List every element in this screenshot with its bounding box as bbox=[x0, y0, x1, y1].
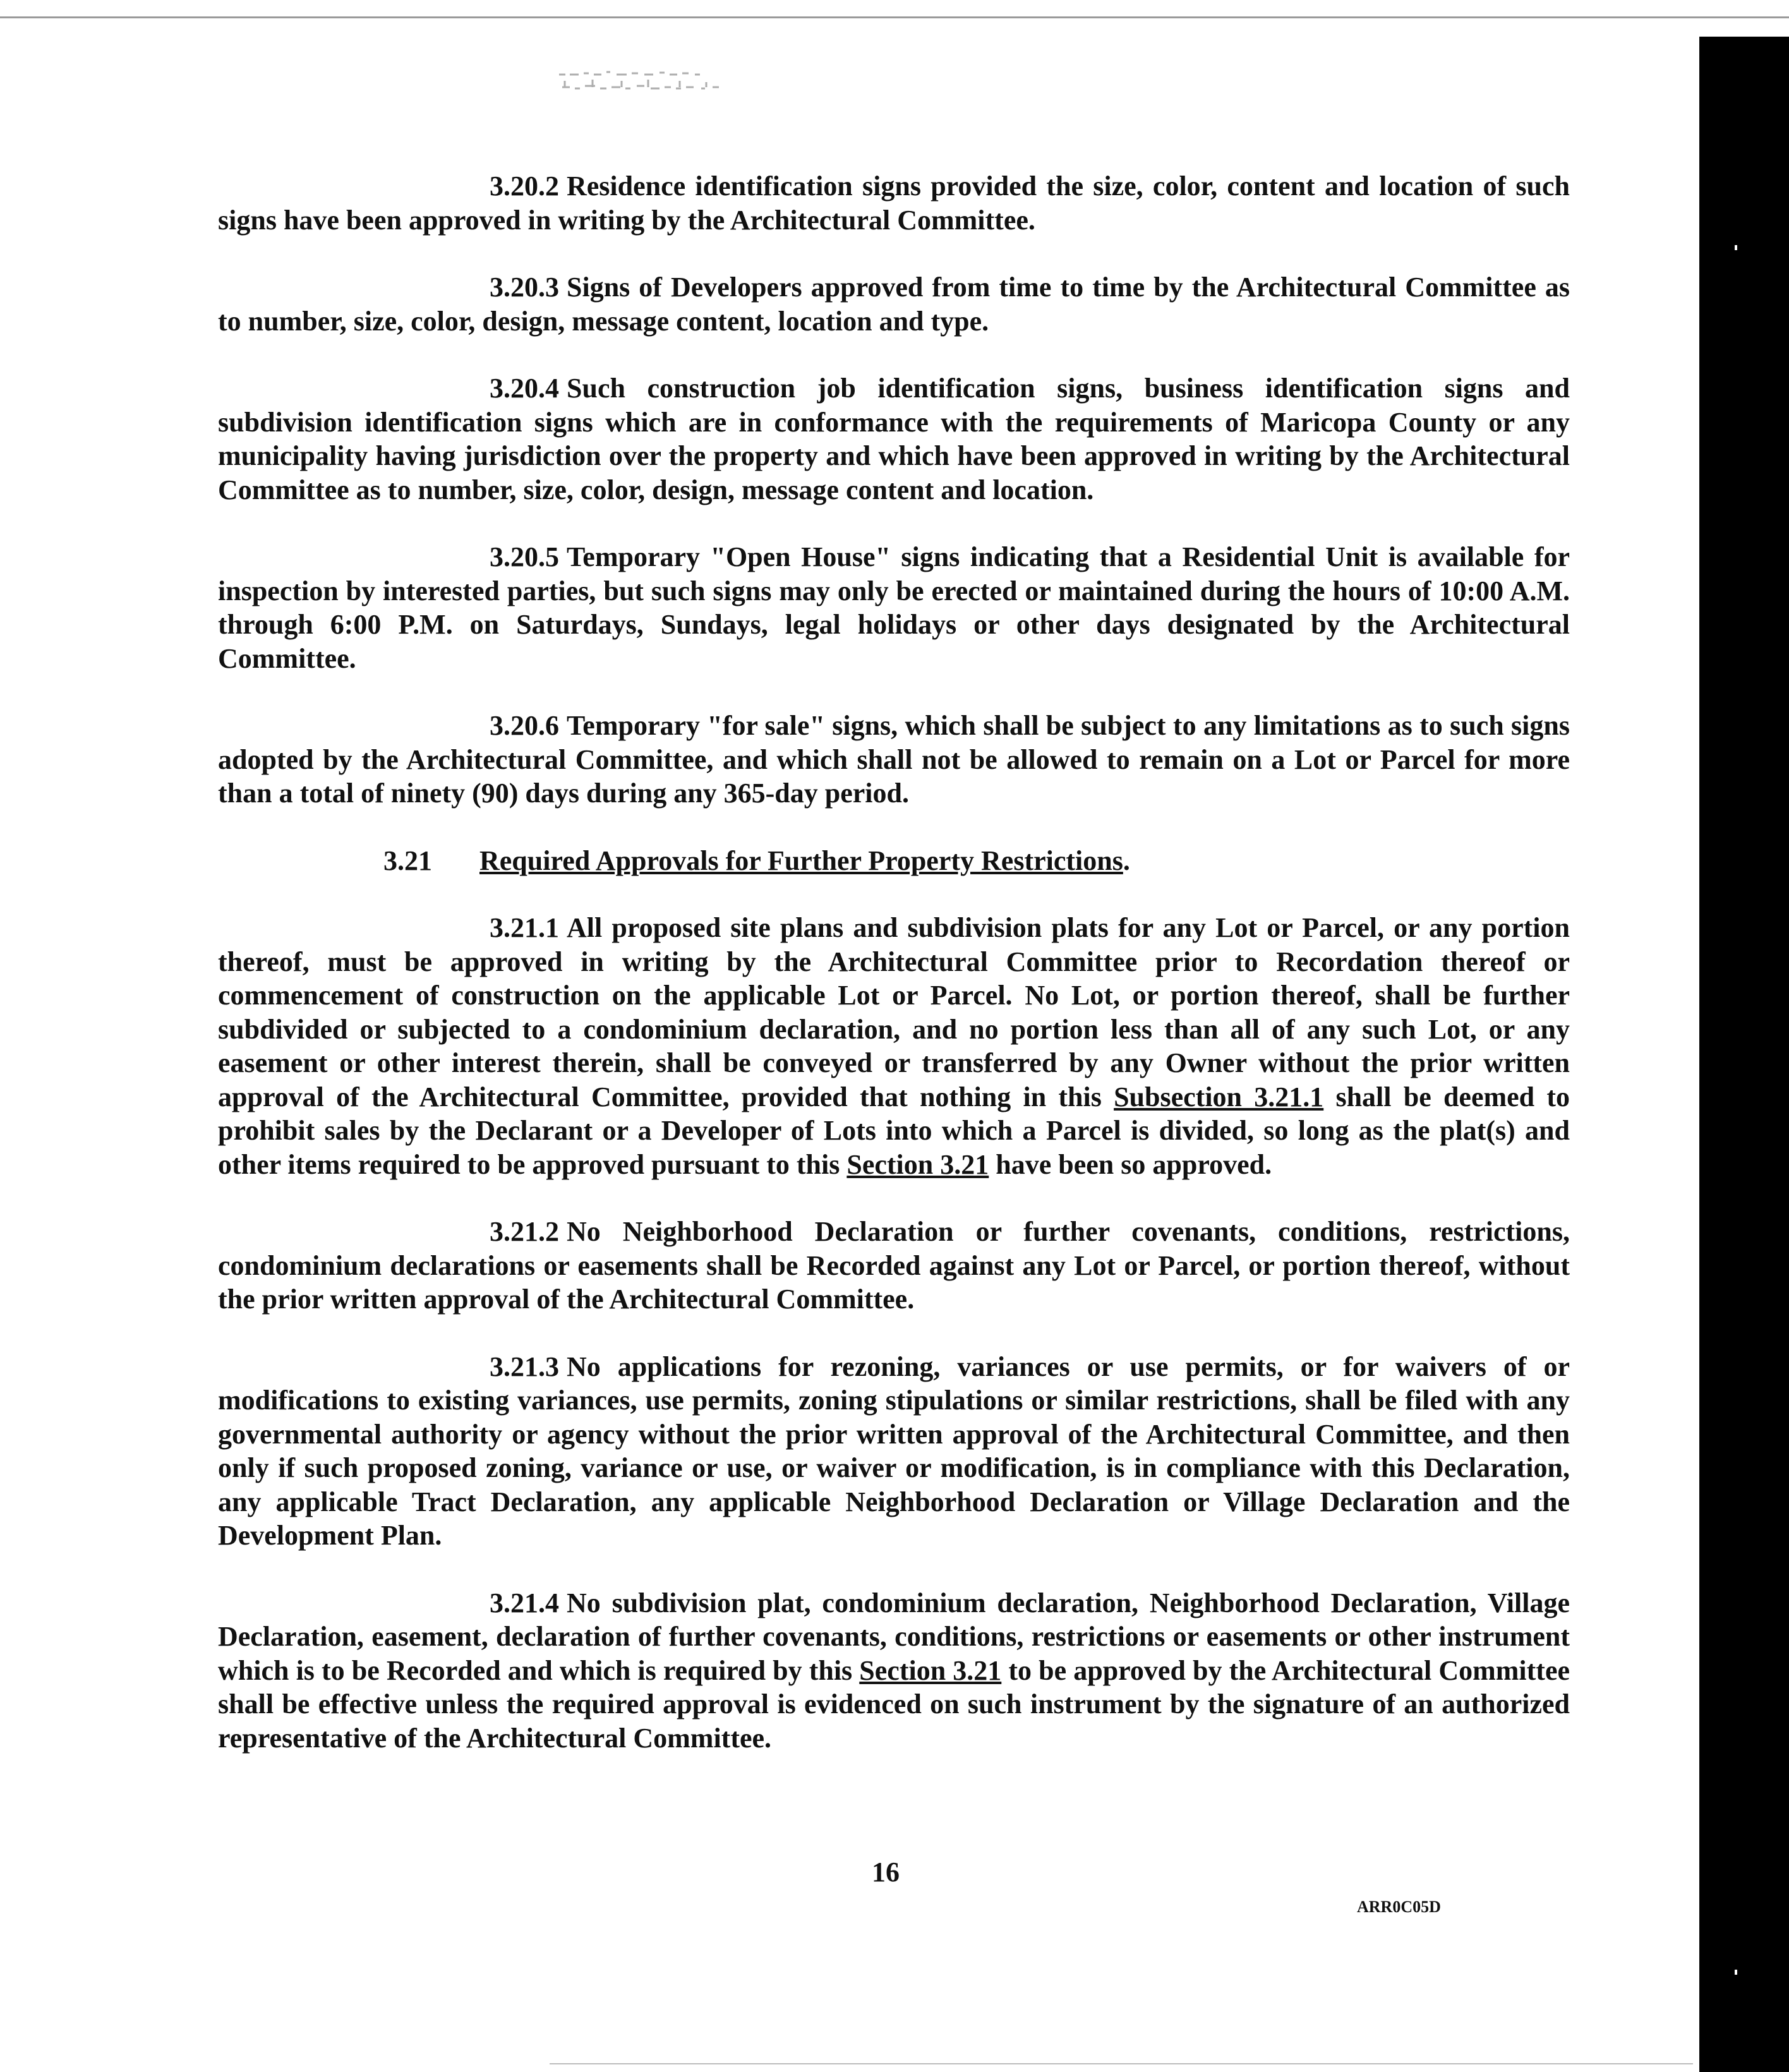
paragraph-text: All proposed site plans and subdivision plats for any Lot or Parcel, or any portion thereof, must be approved in writing by the Architectural Committee prior to Recordation thereof or commencement of construction on the applicable Lot or Parcel. No Lot, or portion thereof, shall be further subdivided or subjected to a condominium declaration, and no portion less than all of any such Lot, or any easement or other interest therein, shall be conveyed or transferred by any Owner without the prior written approval of the Architectural Committee, provided that nothing in this bbox=[218, 912, 1570, 1112]
paragraph-text: No subdivision plat, condominium declaration, Neighborhood Declaration, Village Declaration, easement, declaration of further covenants, conditions, restrictions or easements or other instrument which is to be Recorded and which is required by this bbox=[218, 1587, 1570, 1686]
top-scan-edge bbox=[0, 16, 1789, 18]
section-title: Required Approvals for Further Property Restrictions bbox=[479, 845, 1123, 876]
paragraph-text: Temporary "Open House" signs indicating that a Residential Unit is available for inspection by interested parties, but such signs may only be erected or maintained during the hours of 10:00 A.M. through 6:00 P.M. on Saturdays, Sundays, legal holidays or other days designated by the Architectural Committee. bbox=[218, 541, 1570, 674]
paragraph-number: 3.21.2 bbox=[490, 1216, 559, 1247]
scan-margin-black-bar bbox=[1699, 37, 1789, 2072]
paragraph-number: 3.20.3 bbox=[490, 272, 559, 303]
paragraph-number: 3.21.3 bbox=[490, 1351, 559, 1382]
paragraph-number: 3.20.6 bbox=[490, 710, 559, 741]
paragraph-text: No applications for rezoning, variances or use permits, or for waivers of or modifications to existing variances, use permits, zoning stipulations or similar restrictions, shall be filed with any governmental authority or agency without the prior written approval of the Architectural Committee, and then only if such proposed zoning, variance or use, or waiver or modification, is in compliance with this Declaration, any applicable Tract Declaration, any applicable Neighborhood Declaration or Village Declaration and the Development Plan. bbox=[218, 1351, 1570, 1551]
paragraph-number: 3.20.5 bbox=[490, 541, 559, 572]
paragraph-3-21-3 bbox=[218, 1350, 1570, 1553]
paragraph-3-20-4 bbox=[218, 371, 1570, 507]
paragraph-number: 3.20.4 bbox=[490, 373, 559, 404]
document-code: ARR0C05D bbox=[1357, 1898, 1441, 1916]
section-number: 3.21 bbox=[383, 845, 432, 876]
paragraph-3-21-2 bbox=[218, 1215, 1570, 1316]
paragraph-text: have been so approved. bbox=[989, 1148, 1272, 1180]
paragraph-3-21-4 bbox=[218, 1586, 1570, 1756]
paragraph-text: Temporary "for sale" signs, which shall be subject to any limitations as to such signs adopted by the Architectural Committee, and which shall not be allowed to remain on a Lot or Parcel for more than a total of ninety (90) days during any 365-day period. bbox=[218, 710, 1570, 809]
section-title-period: . bbox=[1123, 845, 1130, 876]
cross-reference-section-3-21: Section 3.21 bbox=[846, 1148, 989, 1180]
cross-reference-subsection-3-21-1: Subsection 3.21.1 bbox=[1114, 1081, 1324, 1112]
paragraph-3-20-6 bbox=[218, 709, 1570, 810]
paragraph-number: 3.21.4 bbox=[490, 1587, 559, 1618]
paragraph-text: Signs of Developers approved from time to time by the Architectural Committee as to number, size, color, design, message content, location and type. bbox=[218, 272, 1570, 337]
cross-reference-section-3-21: Section 3.21 bbox=[859, 1654, 1002, 1686]
bottom-scan-edge bbox=[550, 2063, 1693, 2064]
paragraph-text: Residence identification signs provided the size, color, content and location of such signs have been approved in writing by the Architectural Committee. bbox=[218, 171, 1570, 236]
paragraph-number: 3.20.2 bbox=[490, 171, 559, 202]
paragraph-3-21-1 bbox=[218, 911, 1570, 1181]
page-number: 16 bbox=[872, 1857, 900, 1888]
paragraph-3-20-2 bbox=[218, 169, 1570, 237]
paragraph-text: No Neighborhood Declaration or further covenants, conditions, restrictions, condominium declarations or easements shall be Recorded against any Lot or Parcel, or portion thereof, without the prior written approval of the Architectural Committee. bbox=[218, 1216, 1570, 1315]
scan-speck bbox=[1735, 245, 1737, 250]
paragraph-3-20-5 bbox=[218, 540, 1570, 675]
paragraph-text: shall be deemed to prohibit sales by the Declarant or a Developer of Lots into which a Parcel is divided, so long as the plat(s) and other items required to be approved pursuant to this bbox=[218, 1081, 1570, 1180]
section-heading-3-21 bbox=[218, 844, 1570, 878]
paragraph-text: Such construction job identification signs, business identification signs and subdivision identification signs which are in conformance with the requirements of Maricopa County or any municipality having jurisdiction over the property and which have been approved in writing by the Architectural Committee as to number, size, color, design, message content and location. bbox=[218, 373, 1570, 505]
paragraph-text: to be approved by the Architectural Committee shall be effective unless the required approval is evidenced on such instrument by the signature of an authorized representative of the Architectural Committee. bbox=[218, 1654, 1570, 1754]
faint-stamp-mark bbox=[556, 63, 739, 101]
scan-speck bbox=[1735, 1970, 1737, 1975]
paragraph-number: 3.21.1 bbox=[490, 912, 559, 943]
paragraph-3-20-3 bbox=[218, 270, 1570, 338]
document-body bbox=[218, 169, 1570, 1788]
